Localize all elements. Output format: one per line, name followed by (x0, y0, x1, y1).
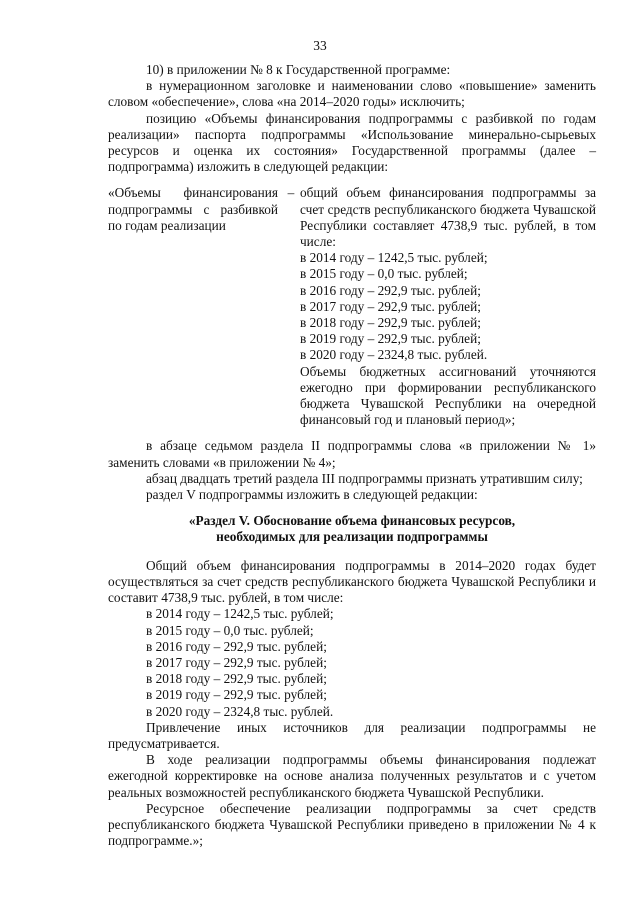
table-year-line: в 2015 году – 0,0 тыс. рублей; (300, 266, 468, 282)
table-dash: – (287, 185, 295, 201)
amendment-item: 10) в приложении № 8 к Государственной программе: (146, 62, 451, 77)
table-year-line: в 2018 году – 292,9 тыс. рублей; (300, 315, 481, 331)
paragraph: Общий объем финансирования подпрограммы в 2014–2020 годах будет осуществляться за счет средств республиканского бюджета Чувашской Республики и составит 4738,9 тыс. рублей, в том числе: (108, 557, 596, 606)
section-heading-line: необходимых для реализации подпрограммы (216, 529, 488, 545)
page-number: 33 (313, 38, 327, 53)
paragraph: позицию «Объемы финансирования подпрограммы с разбивкой по годам реализации» паспорта подпрограммы «Использование минерально-сырьевых ресурсов и оценка их состояния» Государственной программы (далее – подпрограмма) изложить в следующей редакции: (108, 110, 596, 175)
section-heading (108, 513, 596, 545)
table-right-intro: общий объем финансирования подпрограммы за счет средств республиканского бюджета Чувашской Республики составляет 4738,9 тыс. рублей, в том числе: (300, 185, 596, 250)
table-year-line: в 2016 году – 292,9 тыс. рублей; (300, 282, 481, 298)
document-body (108, 62, 596, 849)
table-year-line: в 2020 году – 2324,8 тыс. рублей. (300, 347, 488, 363)
year-line: в 2019 году – 292,9 тыс. рублей; (146, 687, 327, 703)
year-line: в 2014 году – 1242,5 тыс. рублей; (146, 606, 334, 622)
year-line: в 2020 году – 2324,8 тыс. рублей. (146, 703, 334, 719)
paragraph: абзац двадцать третий раздела III подпрограммы признать утратившим силу; (146, 470, 583, 486)
year-line: в 2017 году – 292,9 тыс. рублей; (146, 654, 327, 670)
table-right-cell (300, 185, 596, 428)
passport-table (108, 185, 596, 428)
paragraph: В ходе реализации подпрограммы объемы финансирования подлежат ежегодной корректировке на основе анализа полученных результатов и с учетом реальных возможностей республиканского бюджета Чувашской Республики. (108, 752, 596, 800)
paragraph: Ресурсное обеспечение реализации подпрограммы за счет средств республиканского бюджета Чувашской Республики приведено в приложении № 4 к подпрограмме.»; (108, 800, 596, 849)
paragraph: в нумерационном заголовке и наименовании слово «повышение» заменить словом «обеспечение», слова «на 2014–2020 годы» исключить; (108, 78, 596, 110)
table-year-line: в 2014 году – 1242,5 тыс. рублей; (300, 250, 488, 266)
table-year-line: в 2017 году – 292,9 тыс. рублей; (300, 298, 481, 314)
section-heading-line: «Раздел V. Обоснование объема финансовых ресурсов, (188, 513, 516, 529)
table-year-line: в 2019 году – 292,9 тыс. рублей; (300, 331, 481, 347)
table-right-outro: Объемы бюджетных ассигнований уточняются ежегодно при формировании республиканского бюджета Чувашской Республики на очередной финансовый год и плановый период»; (300, 363, 596, 428)
paragraph: раздел V подпрограммы изложить в следующей редакции: (146, 487, 478, 503)
year-line: в 2016 году – 292,9 тыс. рублей; (146, 638, 327, 654)
year-line: в 2018 году – 292,9 тыс. рублей; (146, 671, 327, 687)
table-left-cell: «Объемы финансирования подпрограммы с разбивкой по годам реализации (108, 185, 278, 233)
year-line: в 2015 году – 0,0 тыс. рублей; (146, 622, 314, 638)
paragraph: в абзаце седьмом раздела II подпрограммы слова «в приложении № 1» заменить словами «в приложении № 4»; (108, 438, 596, 470)
paragraph: Привлечение иных источников для реализации подпрограммы не предусматривается. (108, 719, 596, 751)
